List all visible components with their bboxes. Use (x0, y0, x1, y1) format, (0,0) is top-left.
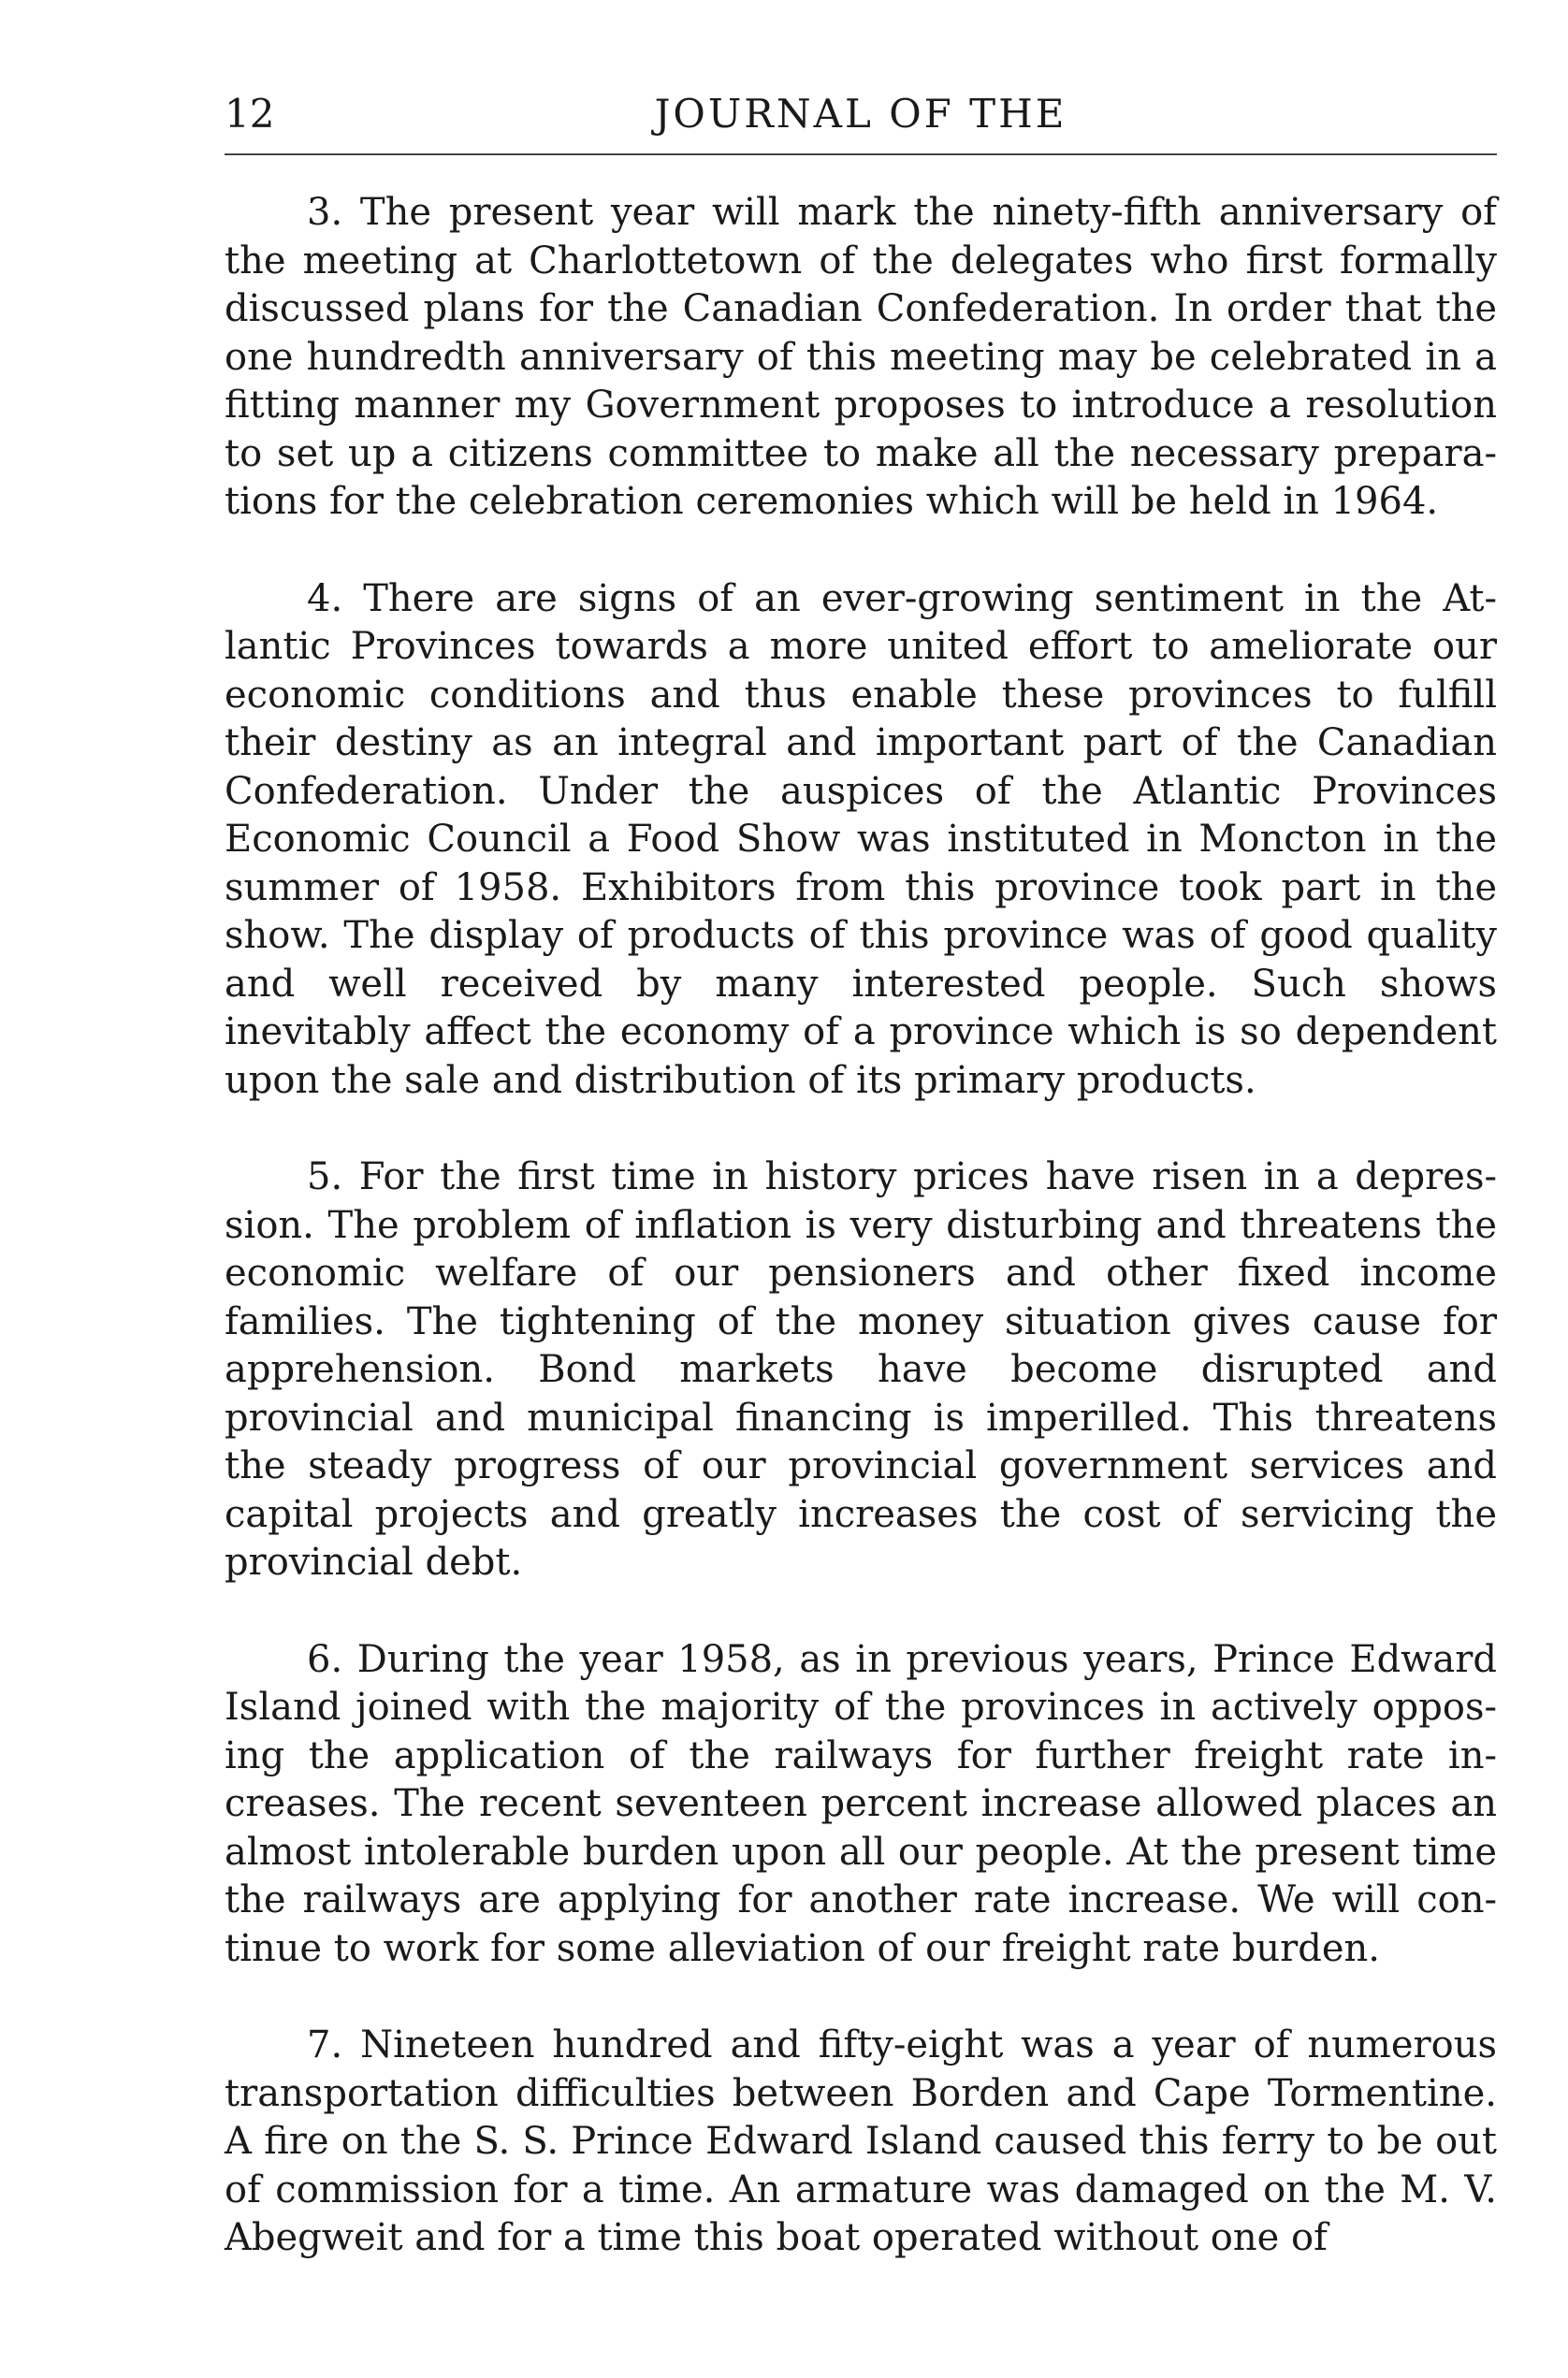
header-rule (225, 153, 1497, 155)
running-head-title: JOURNAL OF THE (654, 91, 1067, 137)
page-number: 12 (225, 91, 275, 137)
paragraph-3: 3. The present year will mark the ninety-fifth anniversary of the meeting at Charlottetown of the delegates who first formally discussed plans for the Canadian Confederation. In order that the one hundredth anniversary of this meeting may be celebrated in a fitting manner my Government proposes to introduce a resolution to set up a citizens committee to make all the necessary preparations for the celebration ceremonies which will be held in 1964. (225, 191, 1497, 523)
paragraph-4: 4. There are signs of an ever-growing sentiment in the Atlantic Provinces towards a more united effort to ameliorate our economic conditions and thus enable these provinces to fulfill their destiny as an integral and important part of the Canadian Confederation. Under the auspices of the Atlantic Provinces Economic Council a Food Show was instituted in Moncton in the summer of 1958. Exhibitors from this province took part in the show. The display of products of this province was of good quality and well received by many interested people. Such shows inevitably affect the economy of a province which is so dependent upon the sale and distribution of its primary products. (225, 576, 1497, 1102)
paragraph-6: 6. During the year 1958, as in previous years, Prince Edward Island joined with the majority of the provinces in actively opposing the application of the railways for further freight rate increases. The recent seventeen percent increase allowed places an almost intolerable burden upon all our people. At the present time the railways are applying for another rate increase. We will continue to work for some alleviation of our freight rate burden. (225, 1637, 1497, 1970)
document-page (225, 75, 1497, 2312)
paragraph-7: 7. Nineteen hundred and fifty-eight was a year of numerous transportation difficulties between Borden and Cape Tormentine. A fire on the S. S. Prince Edward Island caused this ferry to be out of commission for a time. An armature was damaged on the M. V. Abegweit and for a time this boat operated without one of (225, 2023, 1497, 2259)
paragraph-5: 5. For the first time in history prices have risen in a depression. The problem of inflation is very disturbing and threatens the economic welfare of our pensioners and other fixed income families. The tightening of the money situation gives cause for apprehension. Bond markets have become disrupted and provincial and municipal financing is imperilled. This threatens the steady progress of our provincial government services and capital projects and greatly increases the cost of servicing the provincial debt. (225, 1155, 1497, 1584)
running-head (225, 75, 1497, 153)
